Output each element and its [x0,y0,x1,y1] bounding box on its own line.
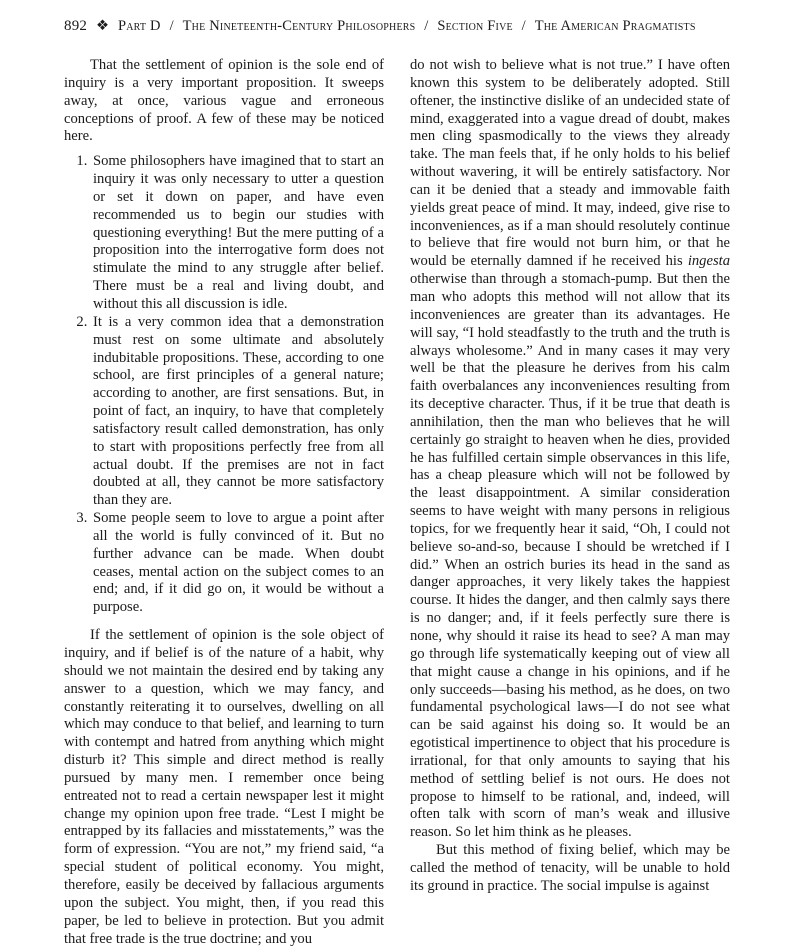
book-title: The Nineteenth-Century Philosophers [182,18,416,34]
header-separator: / [169,18,174,34]
italic-term: ingesta [687,253,730,270]
text-run: do not wish to believe what is not true.” I have often known this system to be deliberately adopted. Still oftener, the instinctive dislike of an undecided state of mind, exaggerated into a vague dread of doubt, makes men cling spasmodically to the views they already take. The man feels that, if he only holds to his belief without wavering, it will be entirely satisfactory. Nor can it be denied that a steady and immovable faith yields great peace of mind. It may, indeed, give rise to inconveniences, as if a man should resolutely continue to believe that fire would not burn him, or that he would be eternally damned if he received his [410,57,730,270]
header-separator: / [521,18,526,34]
header-separator: / [424,18,429,34]
body-paragraph: If the settlement of opinion is the sole object of inquiry, and if belief is of the nature of a habit, why should we not maintain the desired end by taking any answer to a question, which we may fancy, and constantly reiterating it to ourselves, dwelling on all which may conduce to that belief, and learning to turn with contempt and hatred from anything which might disturb it? This simple and direct method is really pursued by many men. I remember once being entreated not to read a certain newspaper lest it might change my opinion upon free trade. “Lest I might be entrapped by its fallacies and misstatements,” was the form of expression. “You are not,” my friend said, “a special student of political economy. You might, therefore, easily be deceived by fallacious arguments upon the subject. You might, then, if you read this paper, be led to believe in protection. But you admit that free trade is the true doctrine; and you [64,627,384,947]
misconceptions-list [64,153,384,617]
running-header [64,18,744,35]
page-number: 892 [64,18,88,34]
text-run: otherwise than through a stomach-pump. But then the man who adopts this method will not allow that its inconveniences are greater than its advantages. He will say, “I hold steadfastly to the truth and the truth is always wholesome.” And in many cases it may very well be that the pleasure he derives from his calm faith overbalances any inconveniences resulting from its deceptive character. Thus, if it be true that death is annihilation, then the man who believes that he will certainly go straight to heaven when he dies, provided he has fulfilled certain simple observances in this life, has a cheap pleasure which will not be followed by the least disappointment. A similar consideration seems to have weight with many persons in religious topics, for we frequently hear it said, “Oh, I could not believe so-and-so, because I should be wretched if I did.” When an ostrich buries its head in the sand as danger approaches, it very likely takes the happiest course. It hides the danger, and then calmly says there is no danger; and, if it feels perfectly sure there is none, why should it raise its head to see? A man may go through life systematically keeping out of view all that might cause a change in his opinions, and if he only succeeds—basing his method, as he does, on two fundamental psychological laws—I do not see what can be said against his doing so. It would be an egotistical impertinence to object that his procedure is irrational, for that only amounts to saying that his method of settling belief is not ours. He does not propose to himself to be rational, and, indeed, will often talk with scorn of man’s weak and illusive reason. So let him think as he pleases. [410,271,730,841]
right-column [410,57,730,896]
intro-paragraph: That the settlement of opinion is the sole end of inquiry is a very important proposition. It sweeps away, at once, various vague and erroneous conceptions of proof. A few of these may be noticed here. [64,57,384,145]
left-column [64,57,384,948]
body-paragraph: But this method of fixing belief, which may be called the method of tenacity, will be unable to hold its ground in practice. The social impulse is against [410,842,730,894]
part-label: Part D [117,18,161,34]
section-label: Section Five [437,18,513,34]
section-topic: The American Pragmatists [534,18,696,34]
body-paragraph [410,57,730,842]
list-item: 1. Some philosophers have imagined that to start an inquiry it was only necessary to utter a question or set it down on paper, and have even recommended us to begin our studies with questioning everything! But the mere putting of a proposition into the interrogative form does not stimulate the mind to any struggle after belief. There must be a real and living doubt, and without this all discussion is idle. [91,153,384,314]
list-item: 3. Some people seem to love to argue a point after all the world is fully convinced of it. But no further advance can be made. When doubt ceases, mental action on the subject comes to an end; and, if it did go on, it would be without a purpose. [91,510,384,617]
list-item: 2. It is a very common idea that a demonstration must rest on some ultimate and absolutely indubitable propositions. These, according to one school, are first principles of a general nature; according to another, are first sensations. But, in point of fact, an inquiry, to have that completely satisfactory result called demonstration, has only to start with propositions perfectly free from all actual doubt. If the premises are not in fact doubted at all, they cannot be more satisfactory than they are. [91,314,384,510]
ornament-icon: ❖ [95,18,110,34]
